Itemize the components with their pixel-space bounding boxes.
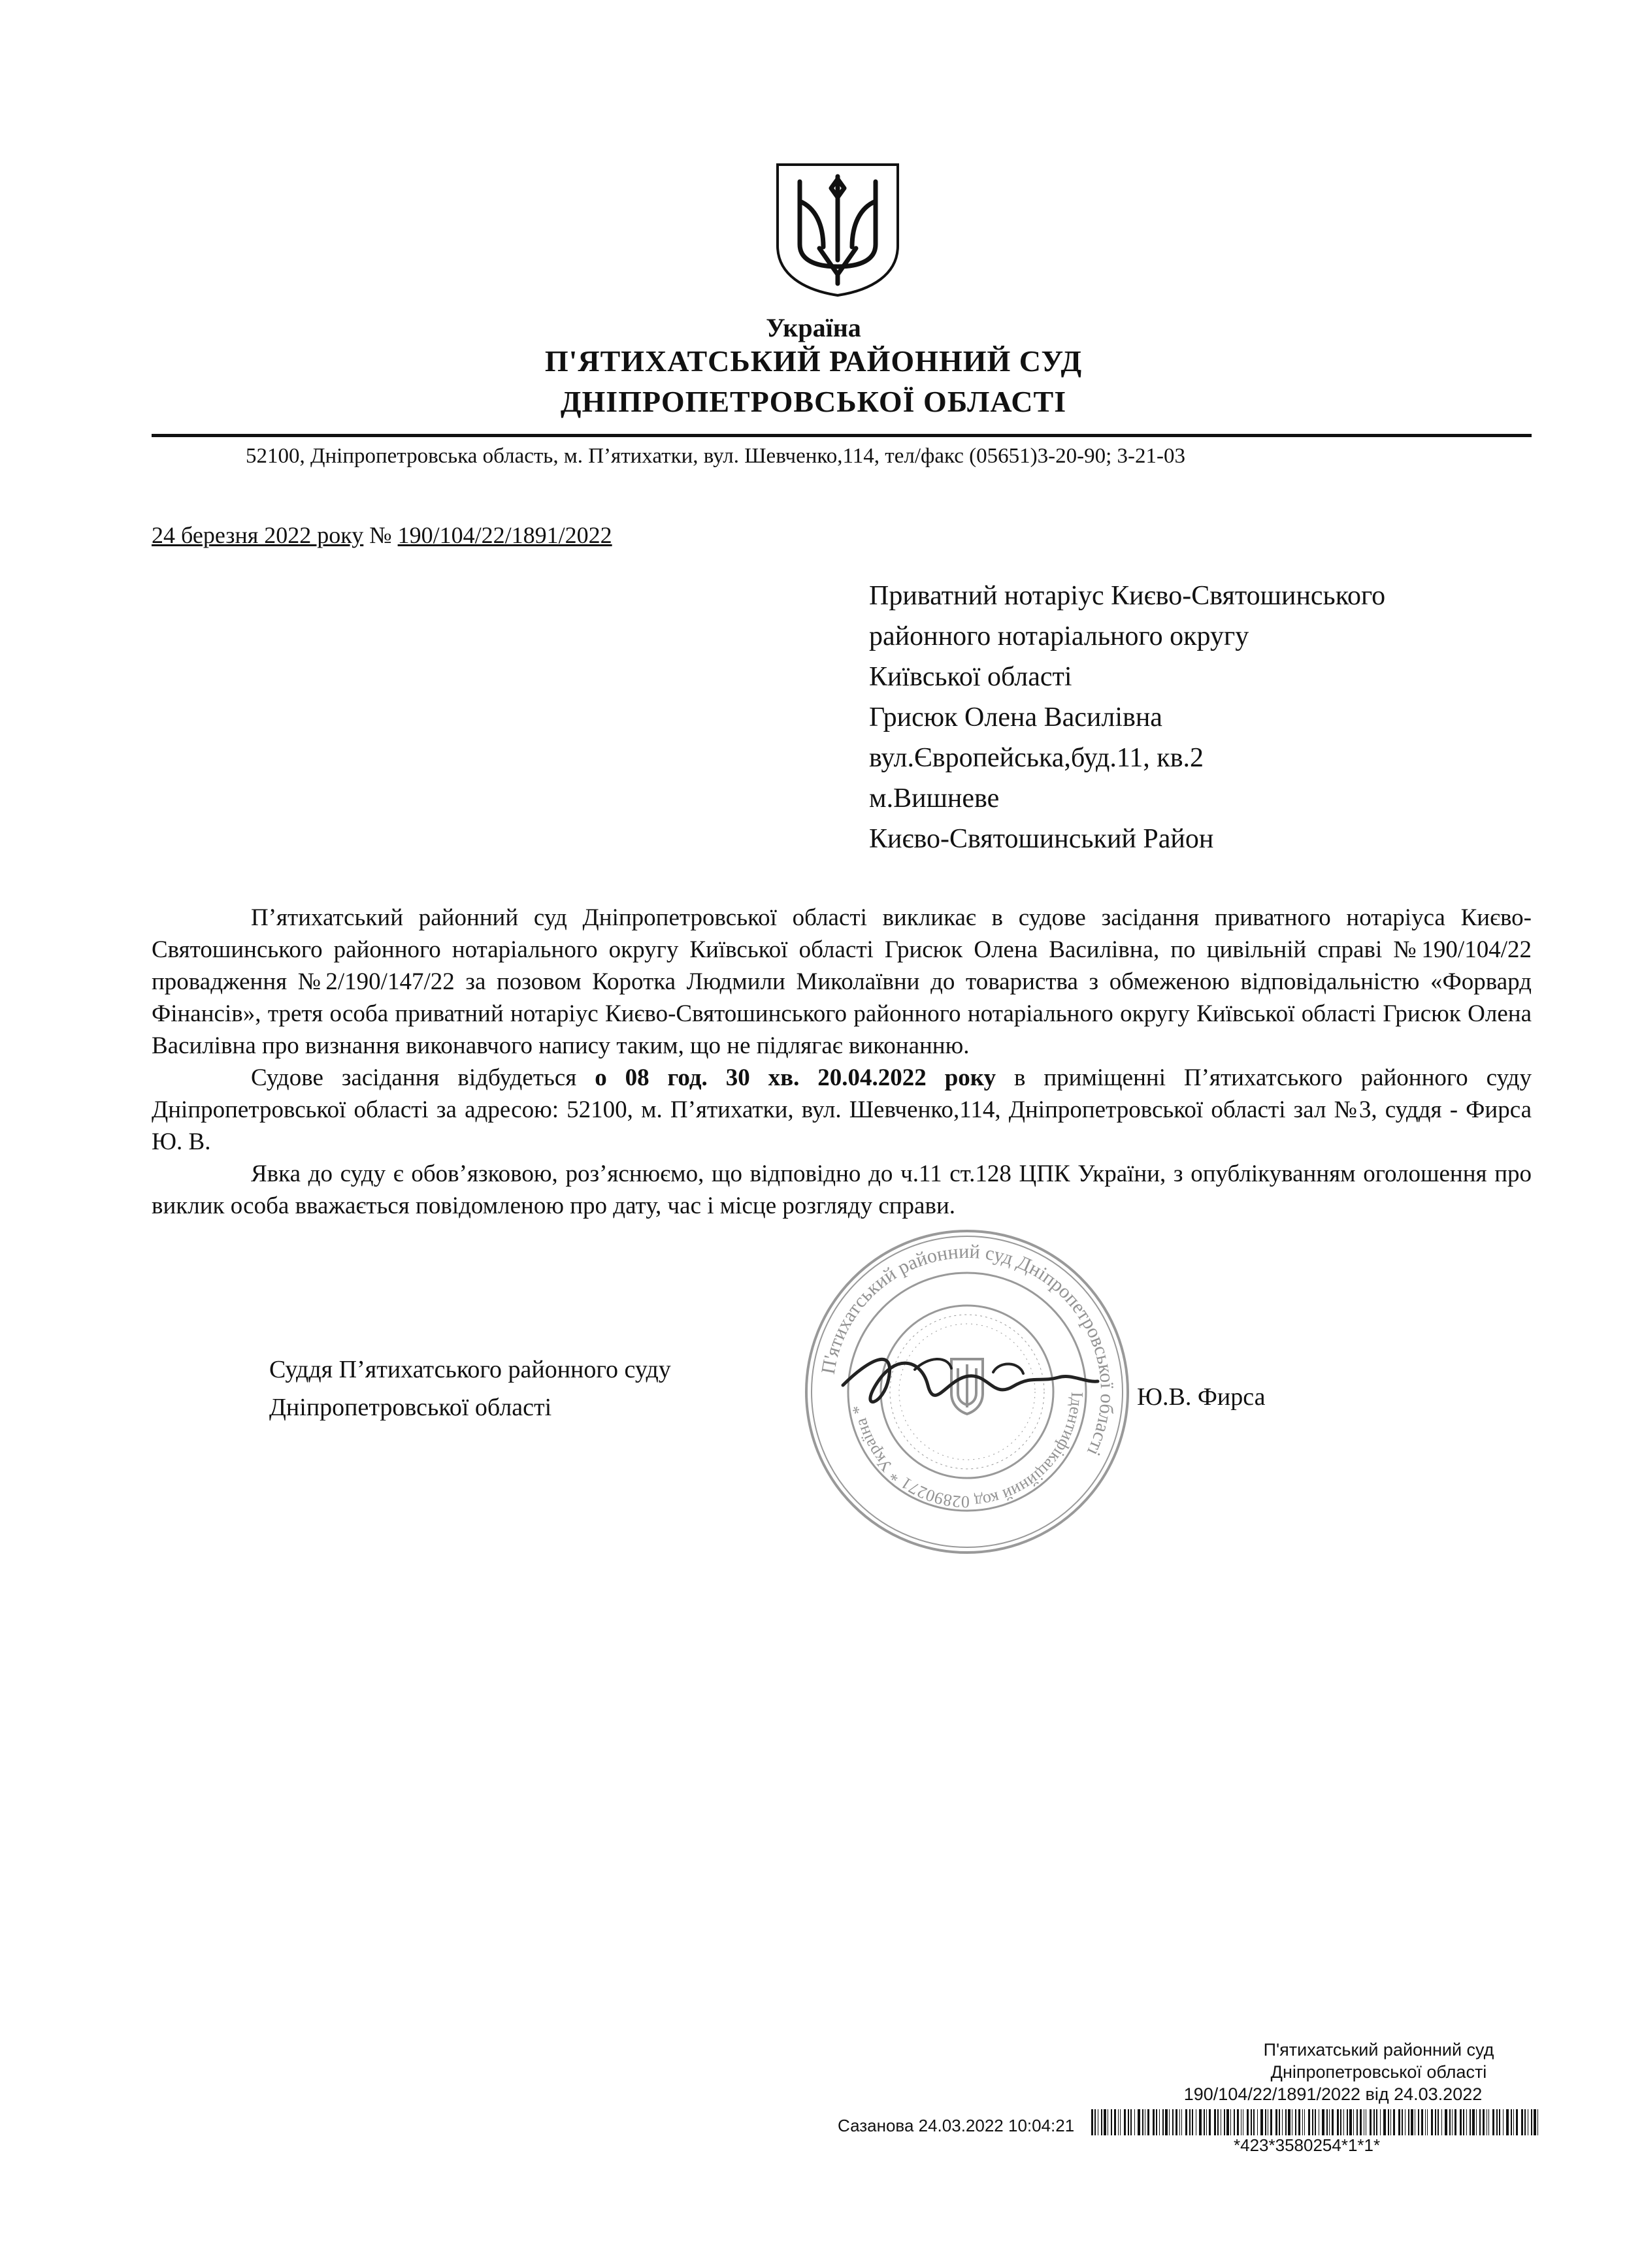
- recipient-line: вул.Європейська,буд.11, кв.2: [869, 743, 1204, 773]
- summons-paragraph: П’ятихатський районний суд Дніпропетровської області викликає в судове засідання приватного нотаріуса Києво-Святошинського районного нотаріального округу Київської області Грисюк Олена Василівна, по цивільній справі №190/104/22 провадження №2/190/147/22 за позовом Коротка Людмили Миколаївни до товариства з обмеженою відповідальністю «Форвард Фінансів», третя особа приватний нотаріус Києво-Святошинського районного нотаріального округу Київської області Грисюк Олена Василівна про визнання виконавчого напису таким, що не підлягає виконанню.: [152, 904, 1532, 1059]
- registry-number: 190/104/22/1891/2022 від 24.03.2022: [1183, 2084, 1483, 2104]
- country-name: Україна: [766, 313, 861, 342]
- svg-text:П'ятихатський районний суд Дні: П'ятихатський районний суд Дніпропетровської області: [817, 1240, 1119, 1460]
- recipient-line: Грисюк Олена Василівна: [869, 702, 1162, 732]
- summons-body: [152, 902, 1532, 1222]
- reference-number-sign: №: [369, 522, 392, 548]
- court-name: П'ЯТИХАТСЬКИЙ РАЙОННИЙ СУД: [544, 344, 1083, 378]
- header-divider: [152, 434, 1532, 437]
- recipient-line: м.Вишневе: [869, 783, 1000, 814]
- hearing-paragraph: Судове засідання відбудеться о 08 год. 30 хв. 20.04.2022 року в приміщенні П’ятихатського районного суду Дніпропетровської області за адресою: 52100, м. П’ятихатки, вул. Шевченко,114, Дніпропетровської області зал №3, суддя - Фирса Ю. В.: [152, 1064, 1532, 1155]
- reference-number: 190/104/22/1891/2022: [397, 522, 612, 548]
- svg-text:Ідентифікаційний код 02890271: Ідентифікаційний код 02890271 * Україна *: [848, 1391, 1087, 1512]
- registry-region: Дніпропетровської області: [1270, 2062, 1487, 2082]
- court-address: 52100, Дніпропетровська область, м. П’ятихатки, вул. Шевченко,114, тел/факс (05651)3-20-90; 3-21-03: [246, 444, 1185, 468]
- barcode-icon: [1091, 2109, 1542, 2135]
- recipient-line: Приватний нотаріус Києво-Святошинського: [869, 581, 1386, 611]
- recipient-line: Києво-Святошинський Район: [869, 824, 1214, 854]
- signer-name: Ю.В. Фирса: [1137, 1383, 1266, 1411]
- recipient-line: районного нотаріального округу: [869, 621, 1249, 651]
- coat-of-arms-emblem: [774, 162, 902, 297]
- outgoing-reference: [152, 521, 612, 549]
- registry-court: П'ятихатський районний суд: [1263, 2040, 1494, 2060]
- signer-region: Дніпропетровської області: [269, 1394, 552, 1421]
- signer-title: Суддя П’ятихатського районного суду: [269, 1356, 671, 1383]
- registry-clerk: Сазанова 24.03.2022 10:04:21: [838, 2116, 1075, 2135]
- recipient-line: Київської області: [869, 662, 1072, 692]
- court-seal: [797, 1222, 1137, 1562]
- reference-date: 24 березня 2022 року: [152, 522, 364, 548]
- attendance-paragraph: Явка до суду є обов’язковою, роз’яснюємо, що відповідно до ч.11 ст.128 ЦПК України, з опублікуванням оголошення про виклик особа вважається повідомленою про дату, час і місце розгляду справи.: [152, 1160, 1532, 1219]
- court-region: ДНІПРОПЕТРОВСЬКОЇ ОБЛАСТІ: [560, 385, 1067, 418]
- barcode-number: *423*3580254*1*1*: [1234, 2135, 1381, 2155]
- hearing-datetime: о 08 год. 30 хв. 20.04.2022 року: [595, 1064, 996, 1091]
